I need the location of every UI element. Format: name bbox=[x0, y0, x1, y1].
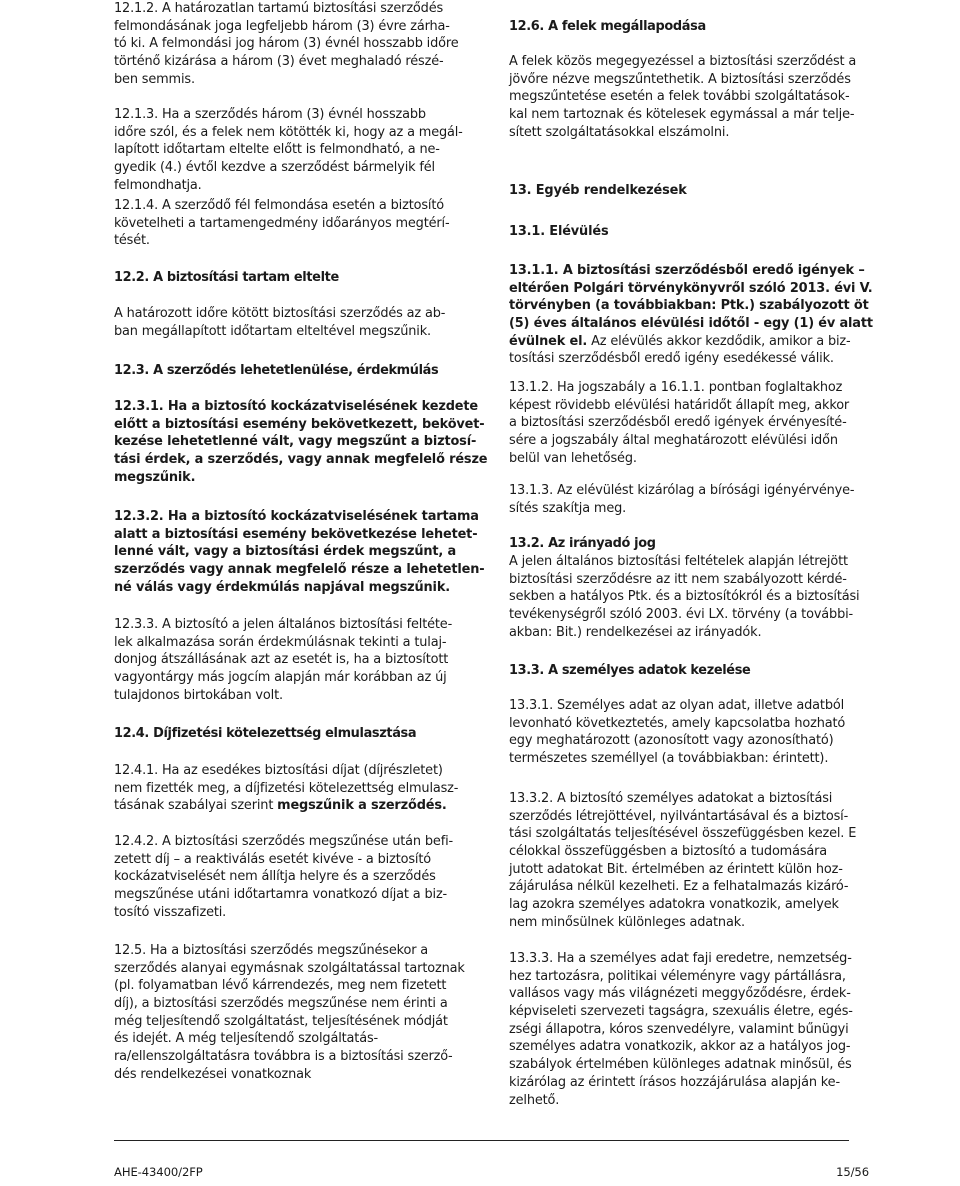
text-line: 12.4. Díjfizetési kötelezettség elmulasztása bbox=[114, 726, 417, 741]
text-line: 13. Egyéb rendelkezések bbox=[509, 183, 687, 198]
text-line: szerződés alanyai egymásnak szolgáltatással tartoznak bbox=[114, 960, 465, 976]
text-line: tevékenységről szóló 2003. évi LX. törvény (a további- bbox=[509, 607, 854, 623]
text-line: kezése lehetetlenné vált, vagy megszűnt a biztosí- bbox=[114, 434, 477, 450]
text-line: évülnek el. Az elévülés akkor kezdődik, amikor a biz- bbox=[509, 333, 851, 349]
text-line: természetes személlyel (a továbbiakban: érintett). bbox=[509, 751, 829, 767]
text-line: tási szolgáltatás teljesítésével összefüggésben kezel. E bbox=[509, 826, 857, 842]
text-line: kizárólag az érintett írásos hozzájárulása alapján ke- bbox=[509, 1074, 840, 1090]
left-paragraph bbox=[114, 725, 470, 743]
left-paragraph bbox=[114, 305, 470, 340]
text-line: megszűnése utáni időtartamra vonatkozó díjat a biz- bbox=[114, 887, 448, 903]
left-paragraph bbox=[114, 197, 470, 250]
right-paragraph bbox=[509, 697, 849, 768]
text-line: lenné vált, vagy a biztosítási érdek megszűnt, a bbox=[114, 544, 457, 560]
right-paragraph bbox=[509, 790, 857, 932]
text-line: (5) éves általános elévülési időtől - egy (1) év alatt bbox=[509, 316, 873, 332]
text-line: jövőre nézve megszűntethetik. A biztosítási szerződés bbox=[509, 71, 851, 87]
text-line: tásának szabályai szerint megszűnik a szerződés. bbox=[114, 798, 447, 814]
text-line: tosító visszafizeti. bbox=[114, 904, 227, 920]
text-line: célokkal összefüggésben a biztosító a tudomására bbox=[509, 844, 828, 860]
text-line: időre szól, és a felek nem kötötték ki, hogy az a megál- bbox=[114, 124, 463, 140]
text-line: személyes adatra vonatkozik, akkor az a hatályos jog- bbox=[509, 1039, 851, 1055]
text-line: sítés szakítja meg. bbox=[509, 500, 627, 516]
text-line: követelheti a tartamengedmény időarányos megtérí- bbox=[114, 215, 450, 231]
text-line: kal nem tartoznak és kötelesek egymással a már telje- bbox=[509, 107, 855, 123]
text-line: 12.1.4. A szerződő fél felmondása esetén a biztosító bbox=[114, 198, 444, 213]
text-line: sekben a hatályos Ptk. és a biztosítókról és a biztosítási bbox=[509, 589, 860, 605]
text-line: felmondhatja. bbox=[114, 177, 202, 193]
text-line: megszűnik. bbox=[114, 469, 196, 485]
text-line: történő kizárása a három (3) évet meghaladó részé- bbox=[114, 54, 444, 70]
left-paragraph bbox=[114, 762, 470, 815]
text-line: sére a jogszabály által meghatározott elévülési időn bbox=[509, 433, 838, 449]
text-line: eltérően Polgári törvénykönyvről szóló 2013. évi V. bbox=[509, 280, 873, 296]
text-line: 12.2. A biztosítási tartam eltelte bbox=[114, 270, 339, 285]
text-line: 13.3.2. A biztosító személyes adatokat a biztosítási bbox=[509, 791, 833, 806]
left-paragraph bbox=[114, 0, 470, 88]
text-line: 13.2. Az irányadó jog bbox=[509, 536, 656, 551]
text-line: hez tartozásra, politikai véleményre vagy pártállásra, bbox=[509, 968, 846, 984]
text-line: képviseleti szervezeti tagságra, szexuális életre, egés- bbox=[509, 1004, 853, 1020]
text-line: tó ki. A felmondási jog három (3) évnél hosszabb időre bbox=[114, 36, 459, 52]
text-line: előtt a biztosítási esemény bekövetkezett, bekövet- bbox=[114, 416, 485, 432]
text-line: zelhető. bbox=[509, 1092, 560, 1108]
text-line: tosítási szerződésből eredő igény esedékessé válik. bbox=[509, 351, 834, 367]
text-line: zségi állapotra, kóros szenvedélyre, valamint bűnügyi bbox=[509, 1021, 849, 1037]
text-line: 12.3.2. Ha a biztosító kockázatviselésének tartama bbox=[114, 509, 479, 524]
text-line: 13.1. Elévülés bbox=[509, 224, 609, 239]
text-line: akban: Bit.) rendelkezései az irányadók. bbox=[509, 624, 762, 640]
right-paragraph bbox=[509, 182, 849, 200]
text-line: 13.1.2. Ha jogszabály a 16.1.1. pontban foglaltakhoz bbox=[509, 380, 843, 395]
right-paragraph bbox=[509, 482, 855, 517]
left-paragraph bbox=[114, 942, 470, 1084]
text-line: A jelen általános biztosítási feltételek alapján létrejött bbox=[509, 554, 848, 569]
text-line: 13.3. A személyes adatok kezelése bbox=[509, 663, 751, 678]
left-paragraph bbox=[114, 269, 470, 287]
right-paragraph bbox=[509, 379, 849, 467]
text-line: még teljesítendő szolgáltatást, teljesítésének módját bbox=[114, 1013, 448, 1029]
text-line: 13.1.1. A biztosítási szerződésből eredő igények – bbox=[509, 263, 865, 278]
text-line: A felek közös megegyezéssel a biztosítási szerződést a bbox=[509, 54, 857, 69]
text-line: egy meghatározott (azonosított vagy azonosítható) bbox=[509, 733, 834, 749]
text-line: nem fizették meg, a díjfizetési kötelezettség elmulasz- bbox=[114, 780, 459, 796]
text-line: ra/ellenszolgáltatásra továbbra is a biztosítási szerző- bbox=[114, 1049, 453, 1065]
text-line: lek alkalmazása során érdekmúlásnak tekinti a tulaj- bbox=[114, 634, 447, 650]
text-line: képest rövidebb elévülési határidőt állapít meg, akkor bbox=[509, 397, 850, 413]
right-paragraph bbox=[509, 18, 849, 36]
text-line: dés rendelkezései vonatkoznak bbox=[114, 1066, 312, 1082]
text-line: 12.4.2. A biztosítási szerződés megszűnése után befi- bbox=[114, 834, 454, 849]
left-paragraph bbox=[114, 362, 470, 380]
footer-page-number: 15/56 bbox=[836, 1165, 869, 1179]
text-line: tási érdek, a szerződés, vagy annak megfelelő része bbox=[114, 452, 488, 468]
right-paragraph bbox=[509, 662, 849, 680]
text-line: 12.6. A felek megállapodása bbox=[509, 19, 706, 34]
text-line: vagyontárgy más jogcím alapján már korábban az új bbox=[114, 670, 447, 686]
text-line: szabályok értelmében különleges adatnak minősül, és bbox=[509, 1057, 852, 1073]
left-paragraph bbox=[114, 106, 470, 194]
text-line: tulajdonos birtokában volt. bbox=[114, 687, 283, 703]
text-line: 13.3.3. Ha a személyes adat faji eredetre, nemzetség- bbox=[509, 951, 852, 966]
footer-divider bbox=[114, 1140, 849, 1141]
text-line: donjog átszállásának azt az esetét is, ha a biztosított bbox=[114, 652, 449, 668]
text-line: 12.3.1. Ha a biztosító kockázatviselésének kezdete bbox=[114, 399, 478, 414]
text-line: 12.3. A szerződés lehetetlenülése, érdekmúlás bbox=[114, 363, 439, 378]
text-line: alatt a biztosítási esemény bekövetkezése lehetet- bbox=[114, 526, 478, 542]
text-line: biztosítási szerződésre az itt nem szabályozott kérdé- bbox=[509, 571, 847, 587]
right-paragraph bbox=[509, 553, 860, 641]
text-line: 13.3.1. Személyes adat az olyan adat, illetve adatból bbox=[509, 698, 845, 713]
right-paragraph bbox=[509, 223, 849, 241]
text-line: tését. bbox=[114, 233, 150, 249]
right-paragraph bbox=[509, 262, 873, 368]
text-line: felmondásának joga legfeljebb három (3) évre zárha- bbox=[114, 18, 450, 34]
text-line: (pl. folyamatban lévő kárrendezés, meg nem fizetett bbox=[114, 978, 447, 994]
text-line: a biztosítási szerződésből eredő igények érvényesíté- bbox=[509, 415, 847, 431]
text-line: sített szolgáltatásokkal elszámolni. bbox=[509, 124, 730, 140]
text-line: 13.1.3. Az elévülést kizárólag a bírósági igényérvénye- bbox=[509, 483, 855, 498]
text-line: 12.1.3. Ha a szerződés három (3) évnél hosszabb bbox=[114, 107, 426, 122]
text-line: 12.4.1. Ha az esedékes biztosítási díjat (díjrészletet) bbox=[114, 763, 443, 778]
text-line: lapított időtartam eltelte előtt is felmondható, a ne- bbox=[114, 142, 440, 158]
left-paragraph bbox=[114, 616, 470, 704]
right-paragraph bbox=[509, 535, 849, 553]
left-paragraph bbox=[114, 833, 470, 921]
text-line: jutott adatokat Bit. értelmében az érintett külön hoz- bbox=[509, 861, 843, 877]
text-line: törvényben (a továbbiakban: Ptk.) szabályozott öt bbox=[509, 298, 869, 314]
text-line: nem minősülnek különleges adatnak. bbox=[509, 914, 745, 930]
left-paragraph bbox=[114, 508, 485, 596]
footer-document-code: AHE-43400/2FP bbox=[114, 1165, 203, 1179]
text-line: díj), a biztosítási szerződés megszűnése nem érinti a bbox=[114, 996, 448, 1012]
text-line: 12.1.2. A határozatlan tartamú biztosítási szerződés bbox=[114, 1, 444, 16]
text-line: vallásos vagy más világnézeti meggyőződésre, érdek- bbox=[509, 986, 851, 1002]
text-line: zetett díj – a reaktiválás esetét kivéve - a biztosító bbox=[114, 851, 431, 867]
text-line: A határozott időre kötött biztosítási szerződés az ab- bbox=[114, 306, 446, 321]
text-line: belül van lehetőség. bbox=[509, 450, 637, 466]
text-line: lag azokra személyes adatokra vonatkozik, amelyek bbox=[509, 897, 839, 913]
right-paragraph bbox=[509, 950, 853, 1109]
text-line: zájárulása nélkül kezelheti. Ez a felhatalmazás kizáró- bbox=[509, 879, 849, 895]
text-line: kockázatviselését nem állítja helyre és a szerződés bbox=[114, 869, 436, 885]
left-paragraph bbox=[114, 398, 488, 486]
right-paragraph bbox=[509, 53, 857, 141]
text-line: levonható következtetés, amely kapcsolatba hozható bbox=[509, 715, 846, 731]
text-line: megszűntetése esetén a felek további szolgáltatások- bbox=[509, 89, 850, 105]
text-line: szerződés vagy annak megfelelő része a lehetetlen- bbox=[114, 562, 485, 578]
text-line: 12.5. Ha a biztosítási szerződés megszűnésekor a bbox=[114, 943, 429, 958]
text-line: 12.3.3. A biztosító a jelen általános biztosítási feltéte- bbox=[114, 617, 453, 632]
text-line: ban megállapított időtartam elteltével megszűnik. bbox=[114, 323, 431, 339]
text-line: né válás vagy érdekmúlás napjával megszűnik. bbox=[114, 579, 450, 595]
text-line: gyedik (4.) évtől kezdve a szerződést bármelyik fél bbox=[114, 160, 435, 176]
text-line: szerződés létrejöttével, nyilvántartásával és a biztosí- bbox=[509, 808, 849, 824]
text-line: és idejét. A még teljesítendő szolgáltatás- bbox=[114, 1031, 379, 1047]
text-line: ben semmis. bbox=[114, 71, 195, 87]
